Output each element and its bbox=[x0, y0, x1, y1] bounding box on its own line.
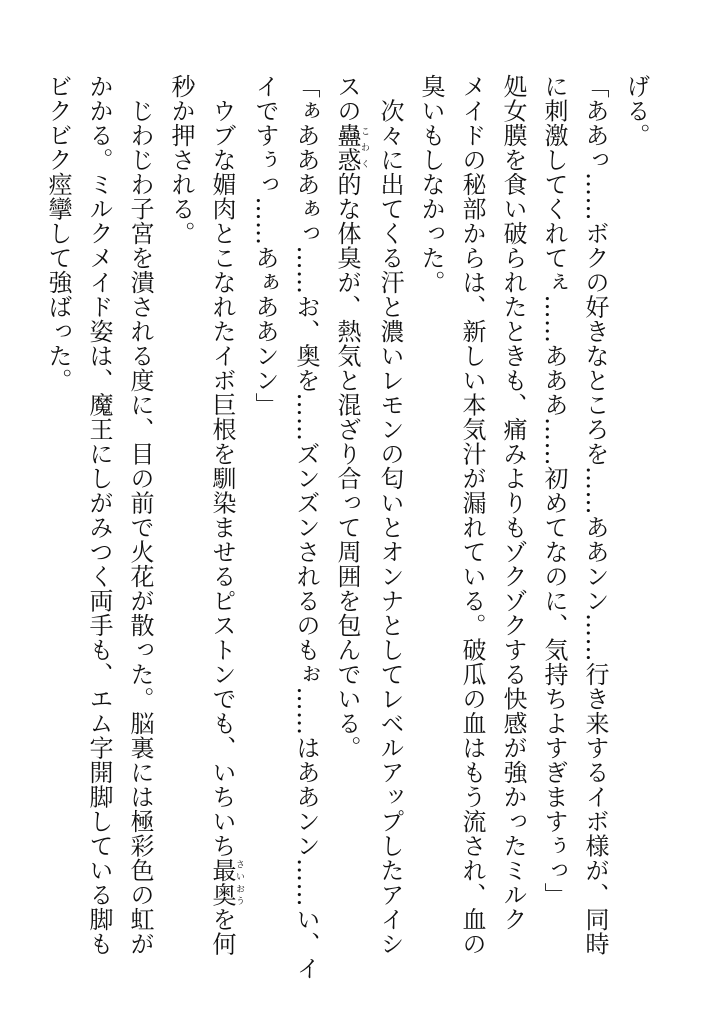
text-line: ウブな媚肉とこなれたイボ巨根を馴染ませるピストンでも、いちいち最奥さいおうを何 bbox=[208, 74, 244, 956]
text-line: 処女膜を食い破られたときも、痛みよりもゾクゾクする快感が強かったミルク bbox=[499, 74, 527, 932]
text-line: ビクビク痙攣して強ばった。 bbox=[44, 74, 72, 393]
text-line: 臭いもしなかった。 bbox=[417, 74, 445, 295]
text-line: 次々に出てくる汗と濃いレモンの匂いとオンナとしてレベルアップしたアイシ bbox=[376, 74, 404, 956]
text-line: じわじわ子宮を潰される度に、目の前で火花が散った。脳裏には極彩色の虹が bbox=[126, 74, 154, 956]
text-line: かかる。ミルクメイド姿は、魔王にしがみつく両手も、エム字開脚している脚も bbox=[85, 74, 113, 956]
text-line: 秒か押される。 bbox=[167, 74, 195, 246]
text-line: 「ああっ……ボクの好きなところを……ああンン……行き来するイボ様が、同時 bbox=[581, 74, 609, 956]
text-line: イですぅっ……あぁああンン」 bbox=[251, 74, 279, 417]
text-line: メイドの秘部からは、新しい本気汁が漏れている。破瓜の血はもう流され、血の bbox=[458, 74, 486, 956]
ruby-kowaku: 蠱惑こわく bbox=[333, 123, 369, 172]
body-text bbox=[37, 74, 656, 981]
ruby-saiou: 最奥さいおう bbox=[208, 858, 244, 907]
text-line: スの蠱惑こわく的な体臭が、熱気と混ざり合って周囲を包んでいる。 bbox=[333, 74, 369, 760]
text-line: げる。 bbox=[622, 74, 650, 148]
text-line: に刺激してくれてぇ……あああ……初めてなのに、気持ちよすぎますぅっ」 bbox=[540, 74, 568, 907]
text-line: 「ぁあああぁっ……お、奥を……ズンズンされるのもぉ……はああンン……い、イ bbox=[292, 74, 320, 981]
